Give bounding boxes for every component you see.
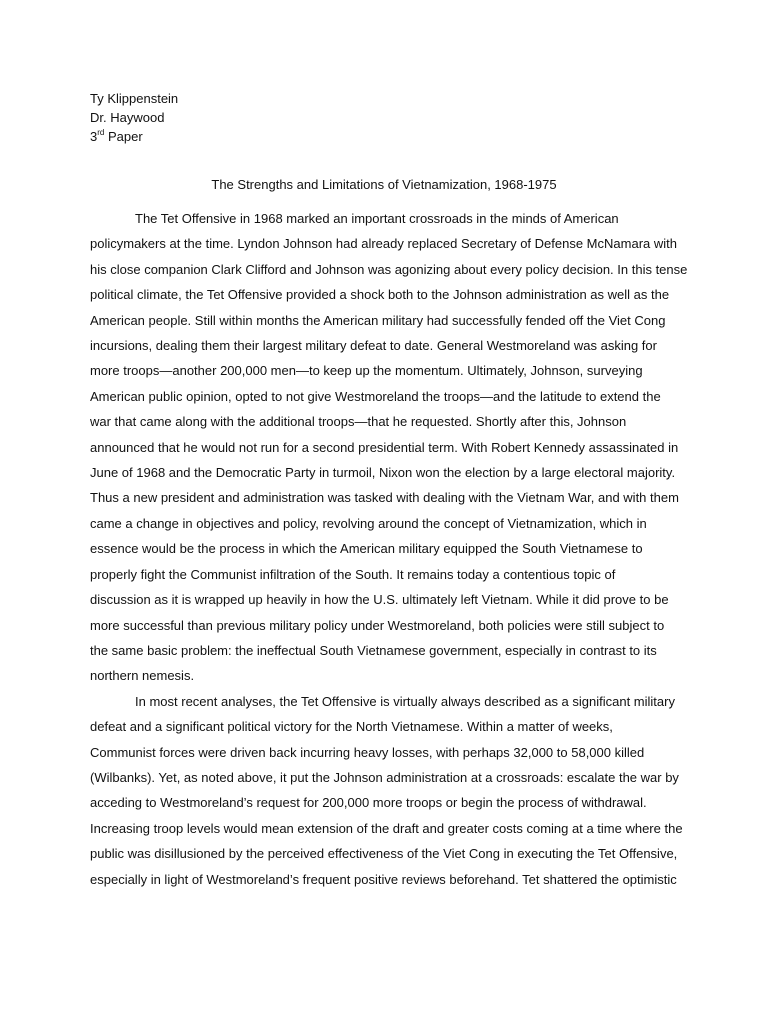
document-header [90,89,178,146]
paper-number [90,127,178,146]
paragraph-line: northern nemesis. [90,668,195,684]
paper-title: The Strengths and Limitations of Vietnamization, 1968-1975 [211,177,557,192]
paragraph-line: American public opinion, opted to not give Westmoreland the troops—and the latitude to extend the [90,388,661,404]
paragraph-line: incursions, dealing them their largest military defeat to date. General Westmoreland was asking for [90,338,657,354]
paragraph-line: public was disillusioned by the perceived effectiveness of the Viet Cong in executing the Tet Offensive, [90,846,678,862]
paragraph-line: especially in light of Westmoreland’s frequent positive reviews beforehand. Tet shattered the optimistic [90,871,677,887]
paper-number-label: Paper [104,129,143,144]
paragraph-line: American people. Still within months the American military had successfully fended off the Viet Cong [90,312,666,328]
paragraph-line: Thus a new president and administration was tasked with dealing with the Vietnam War, and with them [90,490,679,506]
paragraph-line: more successful than previous military policy under Westmoreland, both policies were still subject to [90,617,665,633]
paragraph-line: acceding to Westmoreland’s request for 200,000 more troops or begin the process of withdrawal. [90,795,647,811]
paragraph-line: policymakers at the time. Lyndon Johnson had already replaced Secretary of Defense McNamara with [90,236,677,252]
paragraph-line: In most recent analyses, the Tet Offensive is virtually always described as a significant military [135,693,675,709]
paragraph-line: the same basic problem: the ineffectual South Vietnamese government, especially in contrast to its [90,642,657,658]
paragraph-line: his close companion Clark Clifford and Johnson was agonizing about every policy decision. In this tense [90,261,688,277]
author-name: Ty Klippenstein [90,91,179,106]
paragraph-line: came a change in objectives and policy, revolving around the concept of Vietnamization, which in [90,515,647,531]
paragraph-line: discussion as it is wrapped up heavily in how the U.S. ultimately left Vietnam. While it did prove to be [90,592,669,608]
paper-number-suffix: rd [97,127,105,137]
paragraph-line: properly fight the Communist infiltration of the South. It remains today a contentious topic of [90,566,616,582]
paragraph-line: June of 1968 and the Democratic Party in turmoil, Nixon won the election by a large electoral majority. [90,465,676,481]
paragraph-line: defeat and a significant political victory for the North Vietnamese. Within a matter of weeks, [90,719,613,735]
paragraph-line: (Wilbanks). Yet, as noted above, it put the Johnson administration at a crossroads: escalate the war by [90,769,679,785]
paper-body [90,206,688,892]
paper-number-digit: 3 [90,129,98,144]
paragraph-line: more troops—another 200,000 men—to keep up the momentum. Ultimately, Johnson, surveying [90,363,643,379]
paragraph-line: The Tet Offensive in 1968 marked an important crossroads in the minds of American [135,211,619,226]
paragraph-line: war that came along with the additional troops—that he requested. Shortly after this, Johnson [90,414,627,430]
paragraph-line: essence would be the process in which the American military equipped the South Vietnamese to [90,541,643,557]
instructor-name: Dr. Haywood [90,110,165,125]
paragraph-line: political climate, the Tet Offensive provided a shock both to the Johnson administration as well as the [90,287,670,303]
paragraph-line: Increasing troop levels would mean extension of the draft and greater costs coming at a time where the [90,820,683,836]
paragraph-line: announced that he would not run for a second presidential term. With Robert Kennedy assassinated in [90,439,679,455]
paragraph-line: Communist forces were driven back incurring heavy losses, with perhaps 32,000 to 58,000 killed [90,744,645,760]
